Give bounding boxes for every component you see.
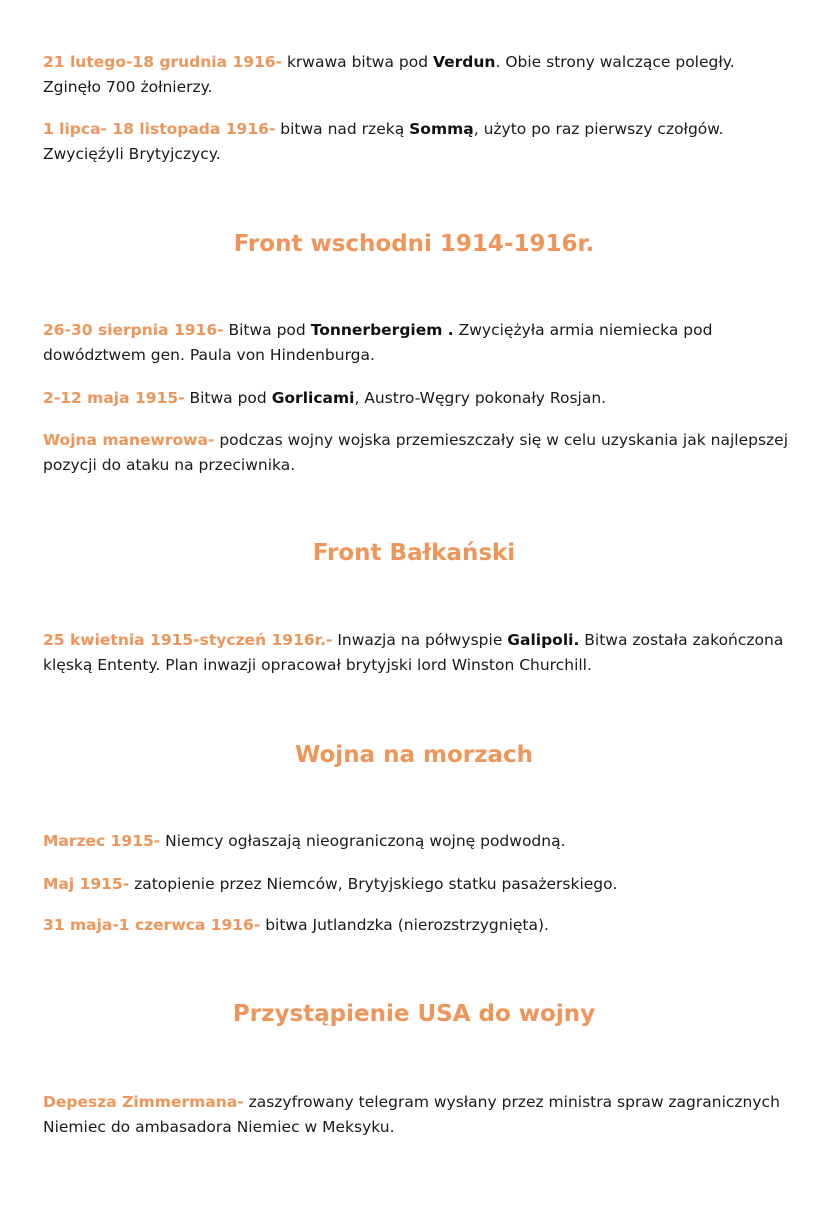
- entry-text: Bitwa pod: [184, 389, 272, 407]
- entry-text: podczas wojny wojska przemieszczały się w celu uzyskania jak najlepszej pozycji do ataku na przeciwnika.: [43, 431, 788, 474]
- section-heading-balkan-front: Front Bałkański: [312, 540, 516, 566]
- entry-keyword: Sommą: [409, 120, 474, 138]
- entry-date: 26-30 sierpnia 1916-: [43, 321, 224, 339]
- entry-text: Niemcy ogłaszają nieograniczoną wojnę podwodną.: [160, 832, 566, 850]
- section-heading-naval-war: Wojna na morzach: [294, 742, 534, 768]
- entry-date: 2-12 maja 1915-: [43, 389, 185, 407]
- entry-text: Bitwa pod: [223, 321, 311, 339]
- entry-text: krwawa bitwa pod: [282, 53, 433, 71]
- entry-marzec-1915: [43, 829, 788, 854]
- section-heading-eastern-front: Front wschodni 1914-1916r.: [233, 231, 595, 257]
- entry-maj-1915: [43, 872, 788, 897]
- entry-jutlandia: [43, 913, 788, 938]
- entry-date: Wojna manewrowa-: [43, 431, 215, 449]
- entry-date: Maj 1915-: [43, 875, 130, 893]
- entry-somma: [43, 117, 788, 167]
- entry-tonnerbergiem: [43, 318, 788, 368]
- entry-text: Inwazja na półwyspie: [332, 631, 508, 649]
- entry-text: , użyto po raz pierwszy czołgów. Zwycięźyli Brytyjczycy.: [43, 120, 724, 163]
- entry-text: zaszyfrowany telegram wysłany przez ministra spraw zagranicznych Niemiec do ambasadora Niemiec w Meksyku.: [43, 1093, 780, 1136]
- entry-keyword: Galipoli.: [507, 631, 580, 649]
- entry-text: , Austro-Węgry pokonały Rosjan.: [354, 389, 607, 407]
- entry-text: zatopienie przez Niemców, Brytyjskiego statku pasażerskiego.: [129, 875, 618, 893]
- entry-date: 25 kwietnia 1915-styczeń 1916r.-: [43, 631, 333, 649]
- entry-date: Depesza Zimmermana-: [43, 1093, 244, 1111]
- entry-zimmermann: [43, 1090, 788, 1140]
- entry-wojna-manewrowa: [43, 428, 788, 478]
- entry-text: . Obie strony walczące poległy. Zginęło 700 żołnierzy.: [43, 53, 735, 96]
- entry-text: Zwyciężyła armia niemiecka pod dowództwem gen. Paula von Hindenburga.: [43, 321, 713, 364]
- entry-gorlicami: [43, 386, 788, 411]
- entry-text: Bitwa została zakończona klęską Ententy. Plan inwazji opracował brytyjski lord Winston Churchill.: [43, 631, 784, 674]
- entry-date: 21 lutego-18 grudnia 1916-: [43, 53, 283, 71]
- entry-keyword: Verdun: [433, 53, 496, 71]
- entry-date: 1 lipca- 18 listopada 1916-: [43, 120, 276, 138]
- section-heading-usa-entry: Przystąpienie USA do wojny: [232, 1001, 596, 1027]
- entry-date: 31 maja-1 czerwca 1916-: [43, 916, 261, 934]
- entry-keyword: Tonnerbergiem .: [310, 321, 454, 339]
- entry-date: Marzec 1915-: [43, 832, 161, 850]
- entry-text: bitwa nad rzeką: [275, 120, 410, 138]
- entry-galipoli: [43, 628, 788, 678]
- entry-keyword: Gorlicami: [271, 389, 355, 407]
- entry-text: bitwa Jutlandzka (nierozstrzygnięta).: [260, 916, 549, 934]
- entry-verdun: [43, 50, 788, 100]
